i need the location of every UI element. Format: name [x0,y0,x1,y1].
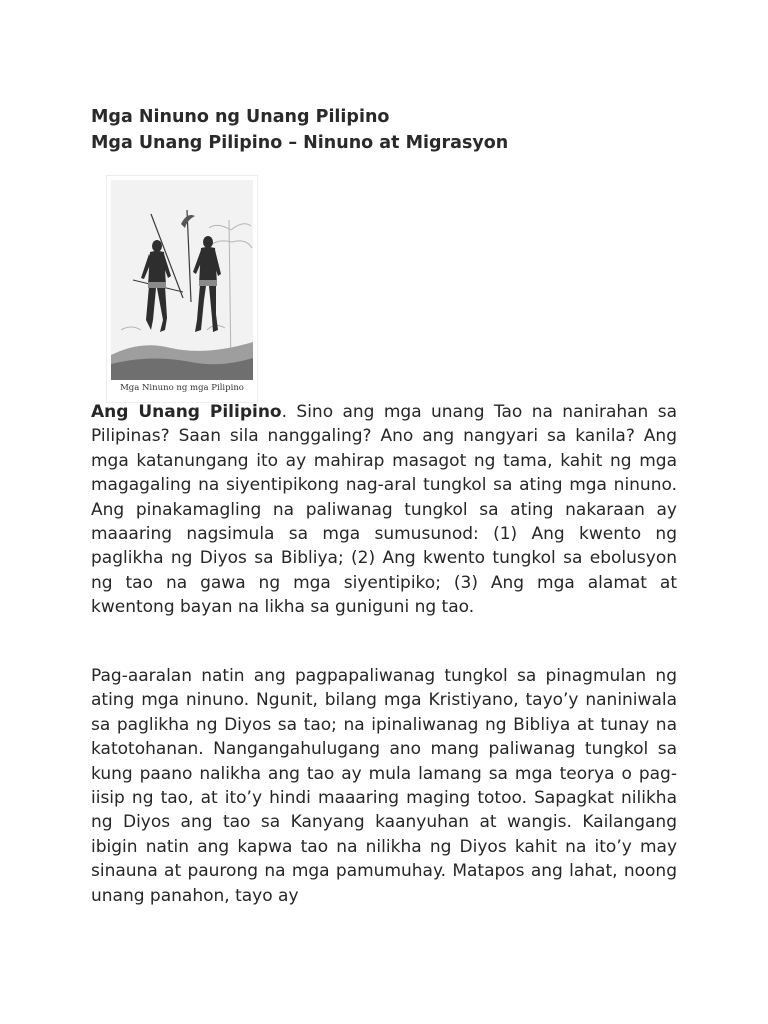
document-subtitle: Mga Unang Pilipino – Ninuno at Migrasyon [91,133,509,153]
ancestors-illustration [111,180,253,380]
title-block [91,104,691,156]
paragraph-2: Pag-aaralan natin ang pagpapaliwanag tungkol sa pinagmulan ng ating mga ninuno. Ngunit, bilang mga Kristiyano, tayo’y naniniwala sa paglikha ng Diyos sa tao; na ipinaliwanag ng Bibliya at tunay na katotohanan. Nangangahulugang ano mang paliwanag tungkol sa kung paano nalikha ang tao ay mula lamang sa mga teorya o pag-iisip ng tao, at ito’y hindi maaaring maging totoo. Sapagkat nilikha ng Diyos ang tao sa Kanyang kaanyuhan at wangis. Kailangang ibigin natin ang kapwa tao na nilikha ng Diyos kahit na ito’y may sinauna at paurong na mga pamumuhay. Matapos ang lahat, noong unang panahon, tayo ay [91,666,677,906]
paragraph-1-lead: Ang Unang Pilipino [91,402,282,422]
illustration-figure [106,175,258,403]
paragraph-1-text: . Sino ang mga unang Tao na nanirahan sa Pilipinas? Saan sila nanggaling? Ano ang nangyari sa kanila? Ang mga katanungang ito ay mahirap masagot ng tama, kahit ng mga magagaling na siyentipikong nag-aral tungkol sa ating mga ninuno. Ang pinakamagling na paliwanag tungkol sa ating nakaraan ay maaaring nagsimula sa mga sumusunod: (1) Ang kwento ng paglikha ng Diyos sa Bibliya; (2) Ang kwento tungkol sa ebolusyon ng tao na gawa ng mga siyentipiko; (3) Ang mga alamat at kwentong bayan na likha sa guniguni ng tao. [91,402,677,618]
document-title: Mga Ninuno ng Unang Pilipino [91,107,390,127]
figure-caption: Mga Ninuno ng mga Pilipino [120,383,244,393]
paragraph-1 [91,400,677,620]
